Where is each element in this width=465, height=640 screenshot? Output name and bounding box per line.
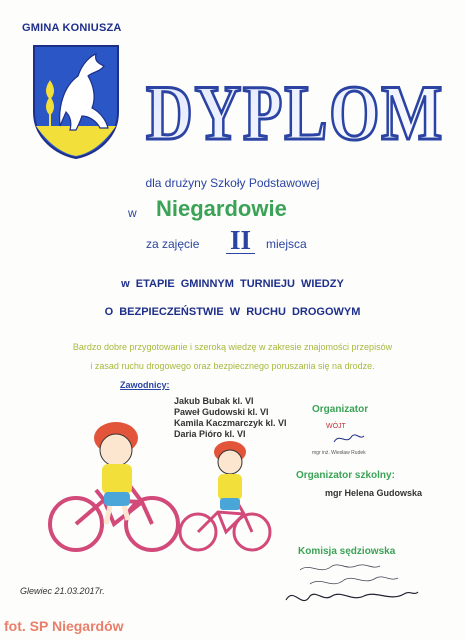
committee-signatures xyxy=(280,556,430,616)
diploma-title xyxy=(140,55,450,155)
stamp-name: mgr inż. Wiesław Rudek xyxy=(312,450,366,456)
boy-on-bike-illustration xyxy=(44,420,184,560)
description-line-2: i zasad ruchu drogowego oraz bezpiecznego poruszania się na drodze. xyxy=(90,361,375,371)
award-line xyxy=(0,176,465,190)
organizer-label: Organizator xyxy=(312,404,369,415)
participant-name: Jakub Bubak kl. VI xyxy=(174,396,254,406)
miejsca-word: miejsca xyxy=(266,237,307,251)
participants-label: Zawodnicy: xyxy=(120,380,170,390)
committee-label: Komisja sędziowska xyxy=(298,546,396,557)
organizer-stamp xyxy=(312,418,392,458)
place-number: II xyxy=(226,227,255,254)
w-word: w xyxy=(128,206,137,220)
stamp-title: WÓJT xyxy=(326,423,346,430)
participant-name: Kamila Kaczmarczyk kl. VI xyxy=(174,418,287,428)
school-organizer-name: mgr Helena Gudowska xyxy=(325,488,423,498)
description-line-1: Bardzo dobre przygotowanie i szeroką wiedzę w zakresie znajomości przepisów xyxy=(72,342,393,352)
participants-list xyxy=(174,396,287,440)
event-line-2: O BEZPIECZEŃSTWIE W RUCHU DROGOWYM xyxy=(104,306,361,318)
title-text: DYPLOM xyxy=(146,69,444,155)
school-organizer-label: Organizator szkolny: xyxy=(296,470,395,481)
girl-on-bike-illustration xyxy=(178,440,272,558)
issue-date: Glewiec 21.03.2017r. xyxy=(20,586,105,596)
za-zajecie: za zajęcie xyxy=(146,237,200,251)
school-place: Niegardowie xyxy=(156,196,287,221)
award-line-text: dla drużyny Szkoły Podstawowej xyxy=(145,176,320,190)
gmina-name: GMINA KONIUSZA xyxy=(22,22,122,34)
photo-credit: fot. SP Niegardów xyxy=(4,618,124,634)
participant-name: Paweł Gudowski kl. VI xyxy=(174,407,269,417)
event-line-1: w ETAPIE GMINNYM TURNIEJU WIEDZY xyxy=(121,278,344,290)
participant-name: Daria Pióro kl. VI xyxy=(174,429,246,439)
coat-of-arms-icon xyxy=(30,42,122,160)
